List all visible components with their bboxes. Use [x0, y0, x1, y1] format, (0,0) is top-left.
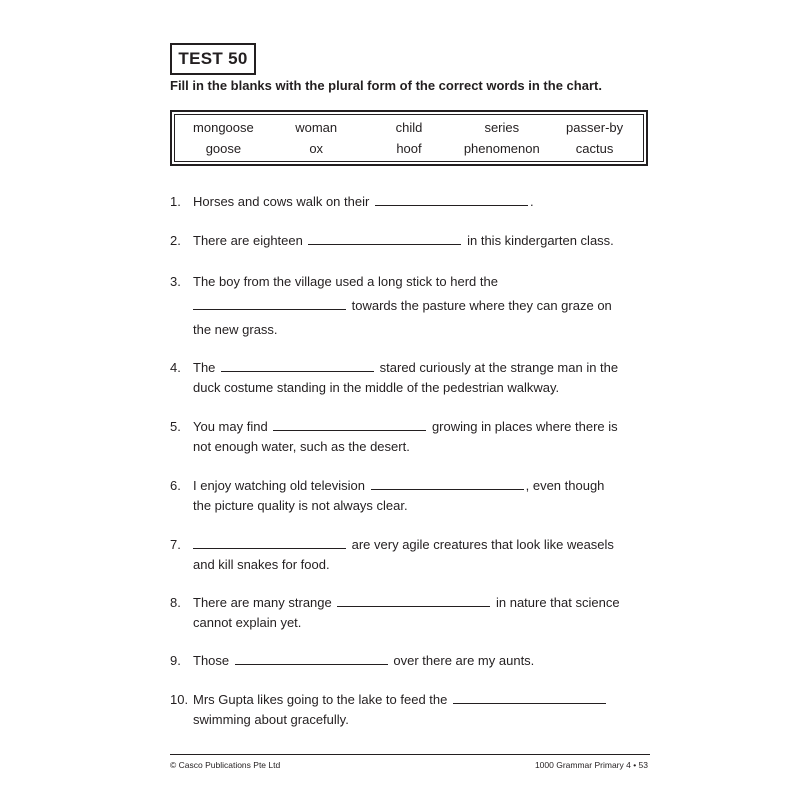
- question-text: the new grass.: [193, 322, 278, 337]
- test-title: TEST 50: [170, 43, 256, 75]
- question-8: [170, 593, 650, 633]
- footer-copyright: © Casco Publications Pte Ltd: [170, 760, 281, 770]
- question-text: Horses and cows walk on their: [193, 194, 370, 209]
- word-chart: [170, 110, 648, 166]
- question-number: 4.: [170, 360, 181, 375]
- question-number: 3.: [170, 274, 181, 289]
- answer-blank[interactable]: [193, 538, 346, 549]
- question-number: 8.: [170, 595, 181, 610]
- footer-divider: [170, 754, 650, 755]
- question-text: are very agile creatures that look like weasels: [351, 537, 614, 552]
- question-7: [170, 535, 650, 575]
- answer-blank[interactable]: [221, 361, 374, 372]
- question-text: The: [193, 360, 216, 375]
- question-text: growing in places where there is: [431, 419, 618, 434]
- answer-blank[interactable]: [273, 420, 426, 431]
- question-text: duck costume standing in the middle of the pedestrian walkway.: [193, 380, 560, 395]
- question-number: 2.: [170, 233, 181, 248]
- chart-word: cactus: [575, 141, 614, 156]
- question-text: swimming about gracefully.: [193, 712, 349, 727]
- question-text: Those: [193, 653, 230, 668]
- question-number: 7.: [170, 537, 181, 552]
- chart-word: phenomenon: [463, 141, 540, 156]
- question-text: towards the pasture where they can graze on: [351, 298, 612, 313]
- question-2: [170, 231, 650, 251]
- chart-word: ox: [309, 141, 324, 156]
- question-9: [170, 651, 650, 671]
- question-text: not enough water, such as the desert.: [193, 439, 410, 454]
- question-text: in nature that science: [495, 595, 620, 610]
- question-text: You may find: [193, 419, 268, 434]
- chart-word: hoof: [396, 141, 422, 156]
- question-3: [170, 270, 650, 342]
- answer-blank[interactable]: [371, 479, 524, 490]
- footer-page-info: 1000 Grammar Primary 4 • 53: [534, 760, 648, 770]
- question-5: [170, 417, 650, 457]
- chart-word: mongoose: [193, 120, 254, 135]
- question-text: stared curiously at the strange man in the: [379, 360, 619, 375]
- question-text: cannot explain yet.: [193, 615, 302, 630]
- chart-word: goose: [205, 141, 242, 156]
- chart-word: woman: [295, 120, 338, 135]
- answer-blank[interactable]: [235, 654, 388, 665]
- question-4: [170, 358, 650, 398]
- chart-word: child: [395, 120, 423, 135]
- chart-word: series: [484, 120, 520, 135]
- answer-blank[interactable]: [453, 693, 606, 704]
- question-text: and kill snakes for food.: [193, 557, 330, 572]
- question-text: There are eighteen: [193, 233, 303, 248]
- chart-word: passer-by: [566, 120, 624, 135]
- question-text: Mrs Gupta likes going to the lake to feed the: [193, 692, 448, 707]
- question-number: 1.: [170, 194, 181, 209]
- question-text: the picture quality is not always clear.: [193, 498, 408, 513]
- answer-blank[interactable]: [375, 195, 528, 206]
- question-text: in this kindergarten class.: [467, 233, 614, 248]
- question-10: [170, 690, 650, 730]
- answer-blank[interactable]: [337, 596, 490, 607]
- question-text: The boy from the village used a long stick to herd the: [193, 274, 498, 289]
- question-text: There are many strange: [193, 595, 332, 610]
- question-text: I enjoy watching old television: [193, 478, 365, 493]
- question-text: .: [529, 194, 534, 209]
- question-number: 10.: [170, 692, 189, 707]
- answer-blank[interactable]: [193, 299, 346, 310]
- question-number: 6.: [170, 478, 181, 493]
- question-number: 5.: [170, 419, 181, 434]
- question-text: , even though: [525, 478, 605, 493]
- question-1: [170, 192, 650, 212]
- answer-blank[interactable]: [308, 234, 461, 245]
- question-number: 9.: [170, 653, 181, 668]
- instruction-text: Fill in the blanks with the plural form of the correct words in the chart.: [170, 78, 602, 93]
- question-text: over there are my aunts.: [393, 653, 535, 668]
- question-6: [170, 476, 650, 516]
